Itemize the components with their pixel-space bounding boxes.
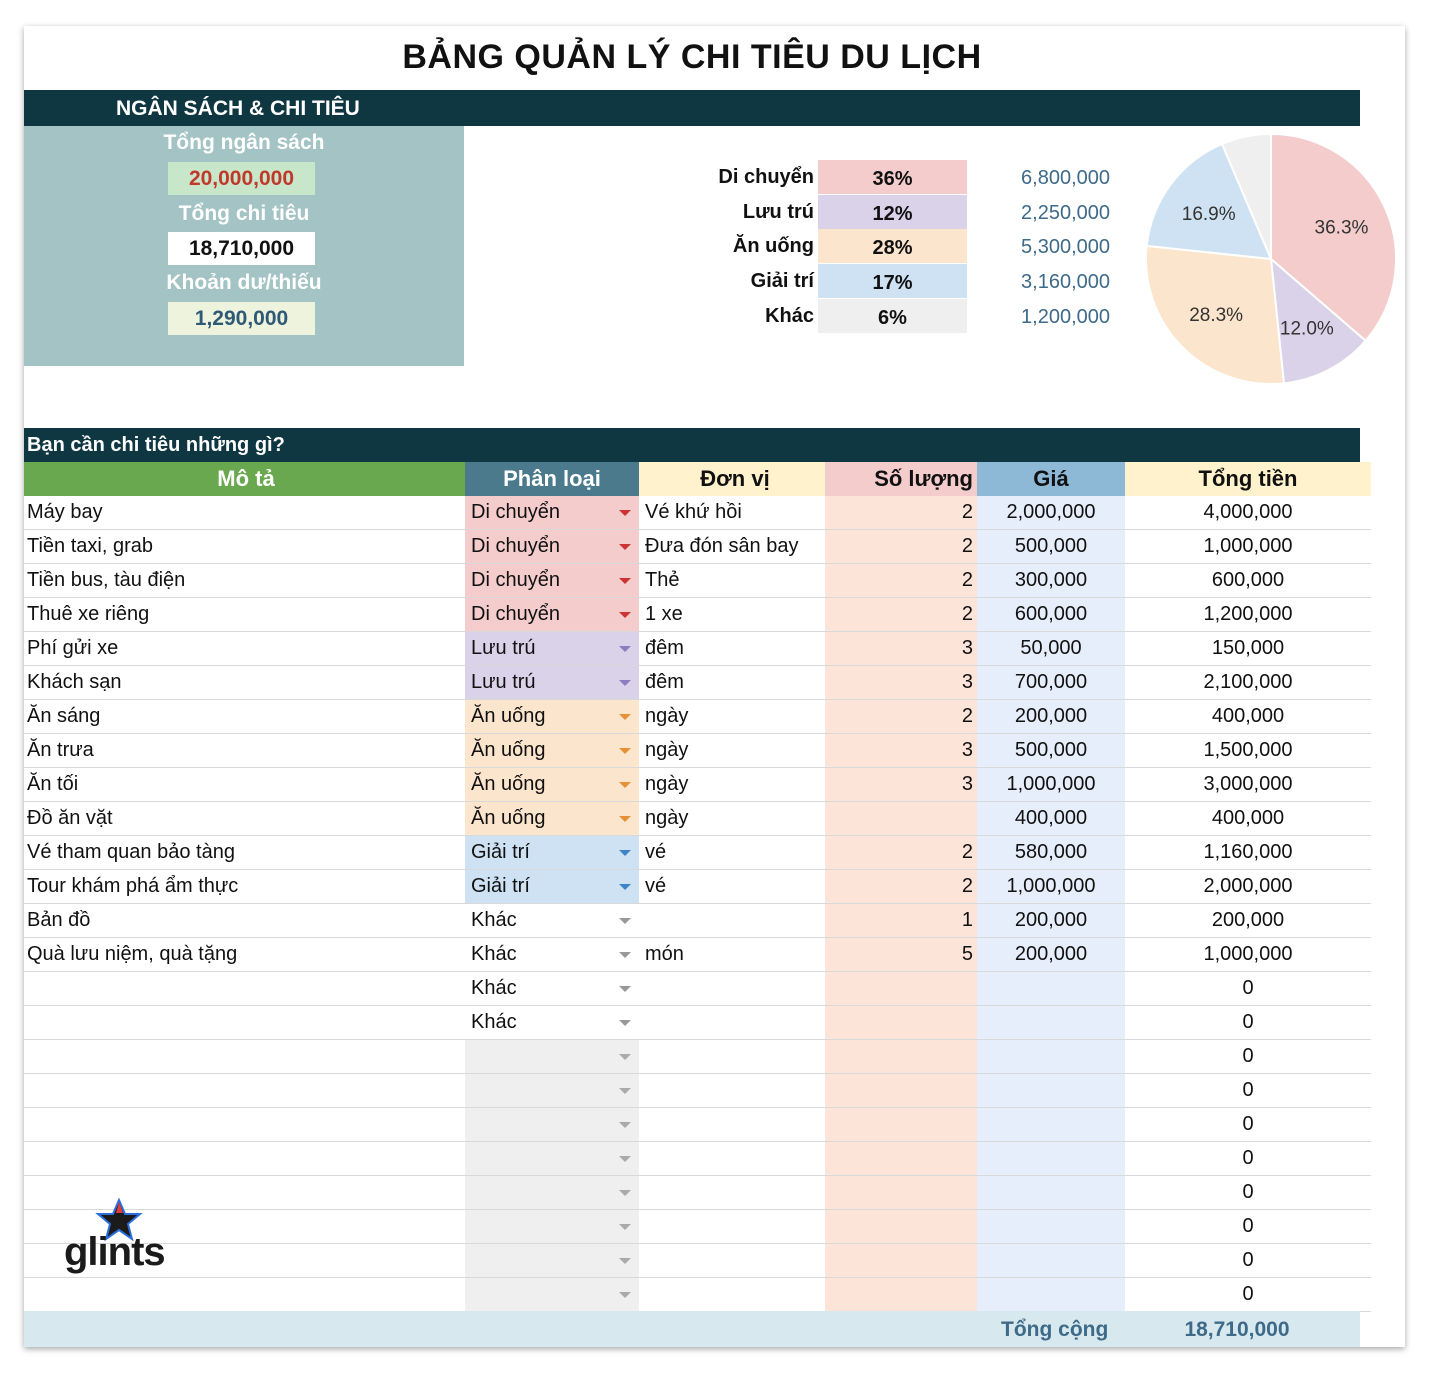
price-cell[interactable] — [977, 1040, 1125, 1074]
quantity-cell[interactable]: 2 — [825, 564, 977, 598]
spreadsheet-sheet — [24, 26, 1405, 1347]
total-cell: 400,000 — [1125, 802, 1371, 836]
description-cell[interactable] — [24, 1278, 465, 1312]
total-cell: 1,200,000 — [1125, 598, 1371, 632]
dropdown-arrow-icon[interactable] — [619, 680, 631, 686]
price-cell[interactable] — [977, 1244, 1125, 1278]
category-value: Khác — [471, 943, 517, 965]
category-value — [465, 1113, 471, 1135]
category-dropdown[interactable] — [465, 564, 639, 598]
table-row — [24, 768, 1371, 802]
total-budget-label: Tổng ngân sách — [163, 131, 325, 154]
category-value — [465, 1283, 471, 1305]
total-cell: 3,000,000 — [1125, 768, 1371, 802]
category-dropdown[interactable] — [465, 1176, 639, 1210]
unit-cell[interactable]: ngày — [639, 768, 825, 802]
quantity-cell[interactable]: 2 — [825, 870, 977, 904]
category-dropdown[interactable] — [465, 768, 639, 802]
quantity-cell[interactable]: 3 — [825, 768, 977, 802]
table-row — [24, 1176, 1371, 1210]
total-cell: 200,000 — [1125, 904, 1371, 938]
description-cell[interactable]: Đồ ăn vặt — [24, 802, 465, 836]
category-value — [465, 1215, 471, 1237]
unit-cell[interactable] — [639, 1244, 825, 1278]
unit-cell[interactable]: đêm — [639, 632, 825, 666]
dropdown-arrow-icon[interactable] — [619, 646, 631, 652]
table-row — [24, 530, 1371, 564]
grand-total-label: Tổng cộng — [1001, 1318, 1109, 1341]
total-cell: 1,000,000 — [1125, 938, 1371, 972]
price-cell[interactable]: 500,000 — [977, 530, 1125, 564]
price-cell[interactable]: 200,000 — [977, 700, 1125, 734]
column-header[interactable]: Tổng tiền — [1125, 462, 1371, 496]
category-percent[interactable]: 36% — [818, 160, 967, 194]
category-dropdown[interactable] — [465, 1006, 639, 1040]
total-cell: 0 — [1125, 1074, 1371, 1108]
price-cell[interactable] — [977, 1176, 1125, 1210]
category-amount[interactable]: 2,250,000 — [1021, 202, 1110, 224]
quantity-cell[interactable]: 2 — [825, 836, 977, 870]
price-cell[interactable]: 50,000 — [977, 632, 1125, 666]
description-cell[interactable]: Ăn sáng — [24, 700, 465, 734]
category-dropdown[interactable] — [465, 530, 639, 564]
category-value — [465, 1045, 471, 1067]
dropdown-arrow-icon[interactable] — [619, 1292, 631, 1298]
total-cell: 0 — [1125, 972, 1371, 1006]
total-cell: 0 — [1125, 1278, 1371, 1312]
category-dropdown[interactable] — [465, 734, 639, 768]
table-row — [24, 938, 1371, 972]
category-value: Di chuyển — [471, 569, 560, 591]
table-row — [24, 1142, 1371, 1176]
table-row — [24, 1244, 1371, 1278]
price-cell[interactable] — [977, 1006, 1125, 1040]
category-value: Di chuyển — [471, 501, 560, 523]
price-cell[interactable]: 200,000 — [977, 904, 1125, 938]
category-dropdown[interactable] — [465, 972, 639, 1006]
total-cell: 4,000,000 — [1125, 496, 1371, 530]
description-cell[interactable] — [24, 1108, 465, 1142]
price-cell[interactable] — [977, 1108, 1125, 1142]
unit-cell[interactable]: ngày — [639, 700, 825, 734]
category-dropdown[interactable] — [465, 1278, 639, 1312]
table-row — [24, 564, 1371, 598]
unit-cell[interactable] — [639, 1278, 825, 1312]
total-cell: 0 — [1125, 1142, 1371, 1176]
category-value: Ăn uống — [471, 705, 546, 727]
quantity-cell[interactable] — [825, 802, 977, 836]
category-value: Lưu trú — [471, 671, 536, 693]
price-cell[interactable] — [977, 1074, 1125, 1108]
dropdown-arrow-icon[interactable] — [619, 578, 631, 584]
dropdown-arrow-icon[interactable] — [619, 1190, 631, 1196]
price-cell[interactable] — [977, 1278, 1125, 1312]
category-value: Di chuyển — [471, 603, 560, 625]
unit-cell[interactable]: ngày — [639, 802, 825, 836]
unit-cell[interactable] — [639, 1074, 825, 1108]
category-value: Khác — [471, 1011, 517, 1033]
expenses-header-bar — [24, 428, 1360, 462]
grand-total-row — [24, 1311, 1360, 1347]
unit-cell[interactable]: Thẻ — [639, 564, 825, 598]
table-row — [24, 1108, 1371, 1142]
balance-cell[interactable]: 1,290,000 — [168, 302, 315, 335]
category-name: Giải trí — [750, 270, 814, 292]
column-header[interactable]: Số lượng — [825, 462, 977, 496]
logo-text: glints — [64, 1230, 165, 1274]
table-row — [24, 1006, 1371, 1040]
category-dropdown[interactable] — [465, 1108, 639, 1142]
pie-label: 16.9% — [1181, 203, 1236, 225]
balance-label: Khoản dư/thiếu — [166, 271, 322, 294]
quantity-cell[interactable]: 3 — [825, 632, 977, 666]
category-dropdown[interactable] — [465, 1210, 639, 1244]
dropdown-arrow-icon[interactable] — [619, 1258, 631, 1264]
table-row — [24, 666, 1371, 700]
category-value — [465, 1147, 471, 1169]
category-value: Giải trí — [471, 841, 530, 863]
price-cell[interactable]: 400,000 — [977, 802, 1125, 836]
category-value: Giải trí — [471, 875, 530, 897]
total-cell: 0 — [1125, 1176, 1371, 1210]
description-cell[interactable]: Tour khám phá ẩm thực — [24, 870, 465, 904]
price-cell[interactable] — [977, 1142, 1125, 1176]
description-cell[interactable] — [24, 1176, 465, 1210]
total-cell: 0 — [1125, 1210, 1371, 1244]
category-amount[interactable]: 3,160,000 — [1021, 271, 1110, 293]
price-cell[interactable]: 600,000 — [977, 598, 1125, 632]
quantity-cell[interactable]: 2 — [825, 700, 977, 734]
table-row — [24, 802, 1371, 836]
quantity-cell[interactable]: 5 — [825, 938, 977, 972]
category-dropdown[interactable] — [465, 1244, 639, 1278]
budget-header-bar — [24, 90, 1360, 126]
dropdown-arrow-icon[interactable] — [619, 1122, 631, 1128]
quantity-cell[interactable] — [825, 1142, 977, 1176]
category-amount[interactable]: 6,800,000 — [1021, 167, 1110, 189]
dropdown-arrow-icon[interactable] — [619, 612, 631, 618]
description-cell[interactable]: Máy bay — [24, 496, 465, 530]
total-cell: 1,000,000 — [1125, 530, 1371, 564]
description-cell[interactable]: Tiền bus, tàu điện — [24, 564, 465, 598]
unit-cell[interactable]: Đưa đón sân bay — [639, 530, 825, 564]
unit-cell[interactable] — [639, 1210, 825, 1244]
table-row — [24, 632, 1371, 666]
quantity-cell[interactable] — [825, 1074, 977, 1108]
quantity-cell[interactable] — [825, 1244, 977, 1278]
category-dropdown[interactable] — [465, 870, 639, 904]
dropdown-arrow-icon[interactable] — [619, 816, 631, 822]
quantity-cell[interactable]: 2 — [825, 598, 977, 632]
table-row — [24, 1074, 1371, 1108]
price-cell[interactable]: 200,000 — [977, 938, 1125, 972]
description-cell[interactable]: Ăn tối — [24, 768, 465, 802]
unit-cell[interactable]: món — [639, 938, 825, 972]
category-value — [465, 1079, 471, 1101]
expenses-header: Bạn cần chi tiêu những gì? — [27, 434, 285, 456]
description-cell[interactable] — [24, 1074, 465, 1108]
description-cell[interactable] — [24, 1142, 465, 1176]
table-row — [24, 734, 1371, 768]
dropdown-arrow-icon[interactable] — [619, 850, 631, 856]
dropdown-arrow-icon[interactable] — [619, 986, 631, 992]
pie-label: 12.0% — [1279, 318, 1334, 340]
expense-table — [24, 462, 1371, 1312]
total-cell: 1,160,000 — [1125, 836, 1371, 870]
quantity-cell[interactable]: 1 — [825, 904, 977, 938]
price-cell[interactable]: 1,000,000 — [977, 870, 1125, 904]
table-row — [24, 1040, 1371, 1074]
total-cell: 0 — [1125, 1244, 1371, 1278]
category-value: Ăn uống — [471, 739, 546, 761]
category-dropdown[interactable] — [465, 938, 639, 972]
unit-cell[interactable]: đêm — [639, 666, 825, 700]
category-percent[interactable]: 12% — [818, 195, 967, 229]
table-row — [24, 1278, 1371, 1312]
dropdown-arrow-icon[interactable] — [619, 1156, 631, 1162]
table-header-row — [24, 462, 1371, 496]
description-cell[interactable]: Bản đồ — [24, 904, 465, 938]
price-cell[interactable] — [977, 972, 1125, 1006]
category-dropdown[interactable] — [465, 836, 639, 870]
unit-cell[interactable] — [639, 1040, 825, 1074]
unit-cell[interactable]: ngày — [639, 734, 825, 768]
category-name: Di chuyển — [718, 166, 814, 188]
description-cell[interactable] — [24, 1006, 465, 1040]
quantity-cell[interactable] — [825, 1210, 977, 1244]
description-cell[interactable] — [24, 972, 465, 1006]
description-cell[interactable]: Vé tham quan bảo tàng — [24, 836, 465, 870]
expense-pie-chart — [1142, 130, 1400, 388]
category-dropdown[interactable] — [465, 1040, 639, 1074]
price-cell[interactable]: 2,000,000 — [977, 496, 1125, 530]
budget-summary-panel — [24, 126, 464, 366]
dropdown-arrow-icon[interactable] — [619, 1054, 631, 1060]
total-cell: 150,000 — [1125, 632, 1371, 666]
unit-cell[interactable] — [639, 1006, 825, 1040]
category-name: Khác — [765, 305, 814, 327]
price-cell[interactable]: 500,000 — [977, 734, 1125, 768]
unit-cell[interactable] — [639, 1176, 825, 1210]
table-row — [24, 836, 1371, 870]
table-row — [24, 1210, 1371, 1244]
category-dropdown[interactable] — [465, 598, 639, 632]
category-percent[interactable]: 17% — [818, 264, 967, 298]
category-dropdown[interactable] — [465, 1142, 639, 1176]
dropdown-arrow-icon[interactable] — [619, 544, 631, 550]
table-row — [24, 700, 1371, 734]
quantity-cell[interactable] — [825, 1108, 977, 1142]
grand-total-value: 18,710,000 — [1184, 1318, 1290, 1341]
category-value — [465, 1249, 471, 1271]
category-value: Khác — [471, 909, 517, 931]
category-dropdown[interactable] — [465, 496, 639, 530]
quantity-cell[interactable]: 2 — [825, 530, 977, 564]
unit-cell[interactable] — [639, 904, 825, 938]
category-dropdown[interactable] — [465, 802, 639, 836]
unit-cell[interactable] — [639, 972, 825, 1006]
category-value: Khác — [471, 977, 517, 999]
unit-cell[interactable]: vé — [639, 870, 825, 904]
pie-label: 36.3% — [1314, 217, 1369, 239]
dropdown-arrow-icon[interactable] — [619, 714, 631, 720]
description-cell[interactable]: Phí gửi xe — [24, 632, 465, 666]
dropdown-arrow-icon[interactable] — [619, 884, 631, 890]
category-dropdown[interactable] — [465, 632, 639, 666]
category-name: Lưu trú — [742, 201, 814, 223]
quantity-cell[interactable] — [825, 1006, 977, 1040]
description-cell[interactable]: Tiền taxi, grab — [24, 530, 465, 564]
price-cell[interactable] — [977, 1210, 1125, 1244]
category-percent[interactable]: 28% — [818, 229, 967, 263]
column-header[interactable]: Giá — [977, 462, 1125, 496]
page-title: BẢNG QUẢN LÝ CHI TIÊU DU LỊCH — [402, 38, 982, 76]
description-cell[interactable] — [24, 1040, 465, 1074]
category-dropdown[interactable] — [465, 904, 639, 938]
total-spent-label: Tổng chi tiêu — [178, 202, 310, 225]
category-amount[interactable]: 1,200,000 — [1021, 306, 1110, 328]
total-cell: 0 — [1125, 1040, 1371, 1074]
total-cell: 2,100,000 — [1125, 666, 1371, 700]
quantity-cell[interactable] — [825, 972, 977, 1006]
total-spent-cell[interactable]: 18,710,000 — [168, 232, 315, 265]
price-cell[interactable]: 580,000 — [977, 836, 1125, 870]
column-header[interactable]: Phân loại — [465, 462, 639, 496]
category-name: Ăn uống — [732, 235, 814, 257]
description-cell[interactable]: Khách sạn — [24, 666, 465, 700]
dropdown-arrow-icon[interactable] — [619, 510, 631, 516]
total-budget-cell[interactable]: 20,000,000 — [168, 162, 315, 195]
price-cell[interactable]: 1,000,000 — [977, 768, 1125, 802]
dropdown-arrow-icon[interactable] — [619, 1020, 631, 1026]
total-cell: 2,000,000 — [1125, 870, 1371, 904]
quantity-cell[interactable]: 3 — [825, 734, 977, 768]
total-cell: 1,500,000 — [1125, 734, 1371, 768]
budget-header: NGÂN SÁCH & CHI TIÊU — [116, 97, 360, 120]
dropdown-arrow-icon[interactable] — [619, 782, 631, 788]
description-cell[interactable]: Quà lưu niệm, quà tặng — [24, 938, 465, 972]
description-cell[interactable]: Thuê xe riêng — [24, 598, 465, 632]
unit-cell[interactable] — [639, 1142, 825, 1176]
price-cell[interactable]: 700,000 — [977, 666, 1125, 700]
unit-cell[interactable]: Vé khứ hồi — [639, 496, 825, 530]
table-row — [24, 598, 1371, 632]
description-cell[interactable]: Ăn trưa — [24, 734, 465, 768]
table-row — [24, 972, 1371, 1006]
total-cell: 0 — [1125, 1108, 1371, 1142]
category-dropdown[interactable] — [465, 666, 639, 700]
dropdown-arrow-icon[interactable] — [619, 1224, 631, 1230]
category-value: Ăn uống — [471, 807, 546, 829]
dropdown-arrow-icon[interactable] — [619, 748, 631, 754]
quantity-cell[interactable]: 3 — [825, 666, 977, 700]
unit-cell[interactable]: 1 xe — [639, 598, 825, 632]
column-header[interactable]: Đơn vị — [639, 462, 825, 496]
quantity-cell[interactable] — [825, 1278, 977, 1312]
total-cell: 600,000 — [1125, 564, 1371, 598]
category-dropdown[interactable] — [465, 1074, 639, 1108]
quantity-cell[interactable] — [825, 1176, 977, 1210]
table-row — [24, 870, 1371, 904]
column-header[interactable]: Mô tả — [24, 462, 465, 496]
category-value: Ăn uống — [471, 773, 546, 795]
category-amount[interactable]: 5,300,000 — [1021, 236, 1110, 258]
category-percent[interactable]: 6% — [818, 299, 967, 333]
unit-cell[interactable]: vé — [639, 836, 825, 870]
total-cell: 400,000 — [1125, 700, 1371, 734]
category-dropdown[interactable] — [465, 700, 639, 734]
dropdown-arrow-icon[interactable] — [619, 1088, 631, 1094]
dropdown-arrow-icon[interactable] — [619, 952, 631, 958]
quantity-cell[interactable] — [825, 1040, 977, 1074]
total-cell: 0 — [1125, 1006, 1371, 1040]
pie-label: 28.3% — [1189, 304, 1244, 326]
table-row — [24, 496, 1371, 530]
price-cell[interactable]: 300,000 — [977, 564, 1125, 598]
dropdown-arrow-icon[interactable] — [619, 918, 631, 924]
category-value: Di chuyển — [471, 535, 560, 557]
category-value: Lưu trú — [471, 637, 536, 659]
unit-cell[interactable] — [639, 1108, 825, 1142]
quantity-cell[interactable]: 2 — [825, 496, 977, 530]
table-row — [24, 904, 1371, 938]
category-value — [465, 1181, 471, 1203]
